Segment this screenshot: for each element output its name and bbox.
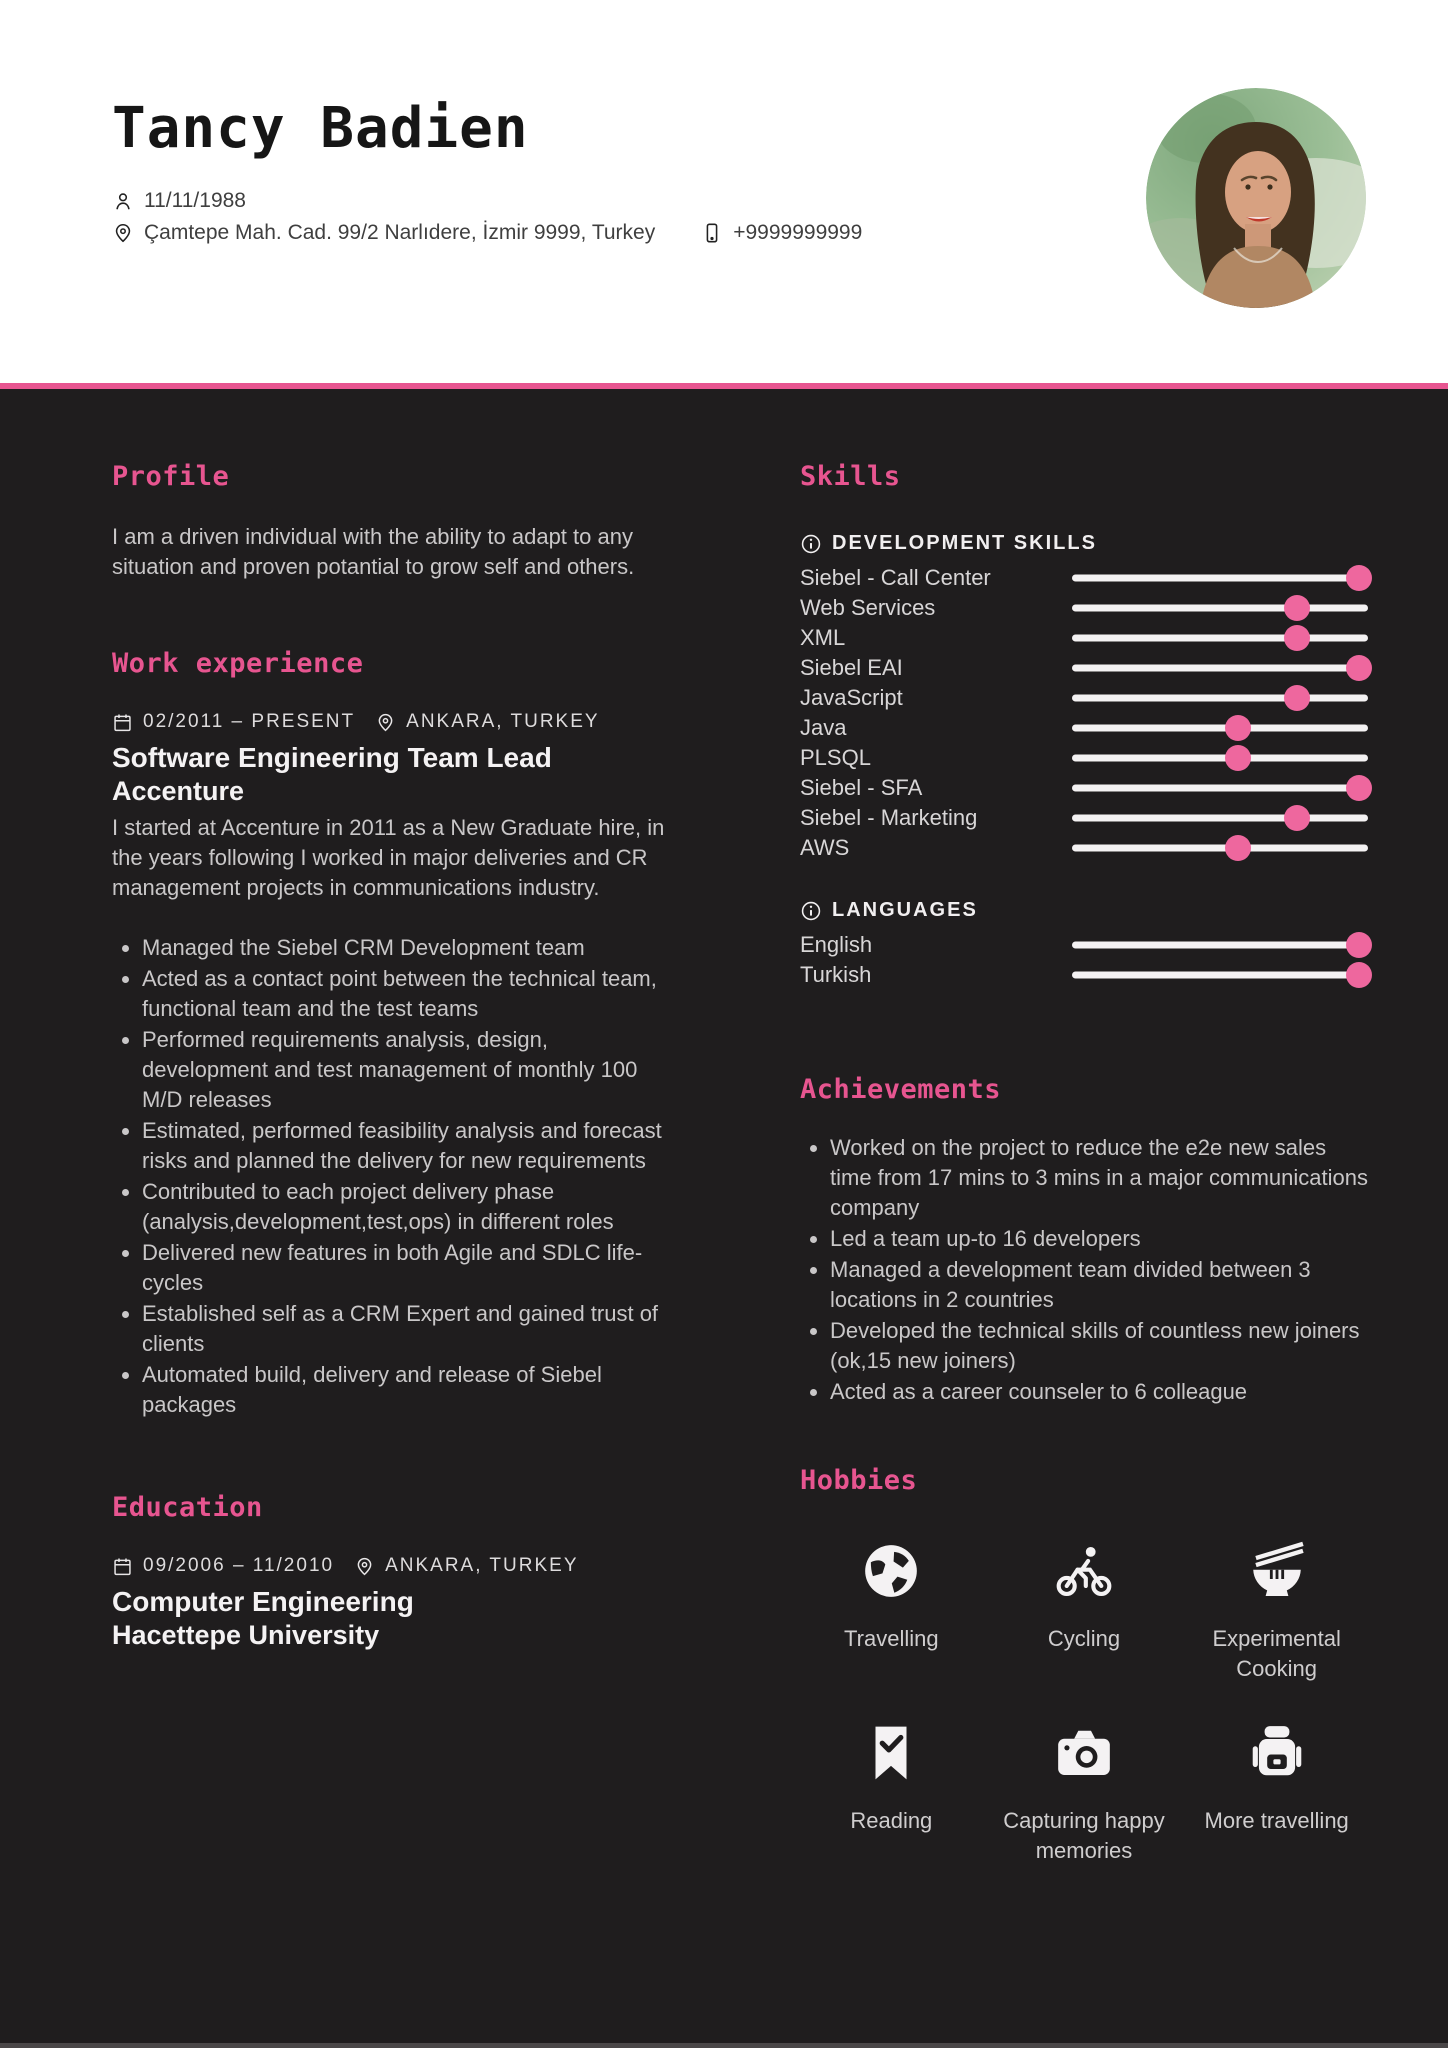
school-name: Hacettepe University (112, 1620, 380, 1650)
skill-level-dot (1346, 775, 1372, 801)
skill-name: AWS (800, 835, 850, 860)
skill-level-dot (1284, 595, 1310, 621)
achievements-section (800, 1074, 1368, 1407)
work-bullet-item: • Acted as a contact point between the technical team, functional team and the test teams (142, 964, 672, 1024)
skill-slider (1072, 835, 1368, 861)
languages-group (800, 899, 1368, 990)
skill-track (1072, 972, 1368, 979)
hobby-item (993, 1540, 1176, 1684)
info-icon (800, 900, 822, 922)
skill-track (1072, 815, 1368, 822)
skill-slider (1072, 715, 1368, 741)
person-name: Tancy Badien (112, 96, 529, 161)
skill-level-dot (1346, 932, 1372, 958)
profile-title: Profile (112, 461, 230, 492)
skill-level-dot (1284, 685, 1310, 711)
globe-icon (860, 1540, 922, 1602)
language-name: English (800, 932, 873, 957)
degree-name: Computer Engineering (112, 1586, 414, 1617)
hobby-label: Cycling (1047, 1626, 1121, 1651)
achievements-bullets (800, 1133, 1368, 1407)
noodle-bowl-icon (1246, 1540, 1308, 1602)
achievement-bullet-item: • Worked on the project to reduce the e2e new sales time from 17 mins to 3 mins in a major communications company (830, 1133, 1368, 1223)
skills-section (800, 461, 1368, 990)
cyclist-icon (1053, 1540, 1115, 1602)
hobby-grid (800, 1540, 1368, 1866)
address-value: Çamtepe Mah. Cad. 99/2 Narlıdere, İzmir 9999, Turkey (144, 221, 656, 244)
hobby-item (800, 1722, 983, 1866)
skill-track (1072, 695, 1368, 702)
skill-name: Java (800, 715, 847, 740)
skill-slider (1072, 655, 1368, 681)
skill-name: Siebel - Call Center (800, 565, 991, 590)
skill-slider (1072, 685, 1368, 711)
education-title: Education (112, 1492, 263, 1523)
hobby-item (1185, 1722, 1368, 1866)
phone-value: +9999999999 (733, 221, 863, 244)
work-bullet-item: • Delivered new features in both Agile and SDLC life-cycles (142, 1238, 672, 1298)
skill-name: JavaScript (800, 685, 903, 710)
development-skills-heading (800, 532, 1368, 555)
hobby-item (800, 1540, 983, 1684)
language-slider (1072, 962, 1368, 988)
skill-level-dot (1346, 565, 1372, 591)
skill-track (1072, 942, 1368, 949)
skill-row (800, 563, 1368, 593)
skill-level-dot (1225, 745, 1251, 771)
profile-photo-illustration (1146, 88, 1366, 308)
languages-label: LANGUAGES (832, 899, 978, 921)
bookmark-check-icon (860, 1722, 922, 1784)
skills-title: Skills (800, 461, 901, 492)
right-column (800, 461, 1368, 2048)
achievement-bullet-item: • Acted as a career counseler to 6 colleague (830, 1377, 1368, 1407)
skill-name: Web Services (800, 595, 936, 620)
skill-level-dot (1284, 805, 1310, 831)
work-bullet-item: • Contributed to each project delivery phase (analysis,development,test,ops) in different roles (142, 1177, 672, 1237)
company-name: Accenture (112, 776, 245, 806)
skill-slider (1072, 775, 1368, 801)
camera-icon (1053, 1722, 1115, 1784)
skill-level-dot (1225, 835, 1251, 861)
backpack-icon (1246, 1722, 1308, 1784)
hobby-label: Reading (850, 1808, 933, 1833)
skill-row (800, 683, 1368, 713)
location-pin-icon (375, 712, 396, 733)
hobby-label: Capturing happy memories (1003, 1808, 1165, 1863)
skill-name: Siebel - Marketing (800, 805, 978, 830)
birthdate-value: 11/11/1988 (144, 189, 246, 212)
left-column (112, 461, 672, 2048)
skill-slider (1072, 625, 1368, 651)
development-skills-group (800, 532, 1368, 863)
education-dates: 09/2006 – 11/2010 (143, 1555, 335, 1576)
language-slider (1072, 932, 1368, 958)
skill-row (800, 833, 1368, 863)
achievements-title: Achievements (800, 1074, 1002, 1105)
skill-slider (1072, 805, 1368, 831)
work-bullet-item: • Estimated, performed feasibility analysis and forecast risks and planned the delivery for new requirements (142, 1116, 672, 1176)
person-icon (112, 190, 134, 212)
work-bullet-item: • Established self as a CRM Expert and gained trust of clients (142, 1299, 672, 1359)
bottom-edge (0, 2043, 1448, 2048)
work-bullet-item: • Automated build, delivery and release of Siebel packages (142, 1360, 672, 1420)
skill-track (1072, 725, 1368, 732)
education-location: ANKARA, TURKEY (385, 1555, 579, 1576)
language-row (800, 960, 1368, 990)
phone-icon (701, 222, 723, 244)
language-row (800, 930, 1368, 960)
skill-track (1072, 665, 1368, 672)
info-icon (800, 533, 822, 555)
work-location: ANKARA, TURKEY (406, 711, 600, 732)
languages-list (800, 930, 1368, 990)
resume-header (0, 0, 1448, 383)
skill-track (1072, 605, 1368, 612)
calendar-icon (112, 712, 133, 733)
work-meta-row (112, 711, 672, 733)
education-meta-row (112, 1555, 672, 1577)
skill-row (800, 773, 1368, 803)
achievement-bullet-item: • Developed the technical skills of countless new joiners (ok,15 new joiners) (830, 1316, 1368, 1376)
work-bullet-item: • Managed the Siebel CRM Development team (142, 933, 672, 963)
skill-row (800, 743, 1368, 773)
achievement-bullet-item: • Led a team up-to 16 developers (830, 1224, 1368, 1254)
profile-text: I am a driven individual with the ability to adapt to any situation and proven potantial to grow self and others. (112, 524, 635, 579)
skill-name: Siebel - SFA (800, 775, 923, 800)
skill-level-dot (1346, 962, 1372, 988)
languages-heading (800, 899, 1368, 922)
calendar-icon (112, 1556, 133, 1577)
skill-track (1072, 575, 1368, 582)
skill-slider (1072, 565, 1368, 591)
skill-track (1072, 755, 1368, 762)
skill-track (1072, 845, 1368, 852)
achievement-bullet-item: • Managed a development team divided between 3 locations in 2 countries (830, 1255, 1368, 1315)
skill-name: Siebel EAI (800, 655, 903, 680)
location-pin-icon (354, 1556, 375, 1577)
work-dates: 02/2011 – PRESENT (143, 711, 356, 732)
skill-slider (1072, 745, 1368, 771)
language-name: Turkish (800, 962, 872, 987)
skill-track (1072, 785, 1368, 792)
skill-row (800, 803, 1368, 833)
development-skills-label: DEVELOPMENT SKILLS (832, 532, 1097, 554)
skill-level-dot (1346, 655, 1372, 681)
hobby-item (993, 1722, 1176, 1866)
skill-name: XML (800, 625, 846, 650)
work-title: Work experience (112, 648, 364, 679)
skill-row (800, 593, 1368, 623)
development-skills-list (800, 563, 1368, 863)
hobby-item (1185, 1540, 1368, 1684)
resume-body (0, 389, 1448, 2048)
work-bullets (112, 933, 672, 1420)
hobby-label: Travelling (844, 1626, 939, 1651)
skill-row (800, 623, 1368, 653)
hobby-label: More travelling (1204, 1808, 1349, 1833)
skill-level-dot (1225, 715, 1251, 741)
location-pin-icon (112, 222, 134, 244)
hobbies-title: Hobbies (800, 1465, 918, 1496)
hobby-label: Experimental Cooking (1212, 1626, 1341, 1681)
education-section (112, 1492, 672, 1651)
job-title: Software Engineering Team Lead (112, 742, 552, 773)
skill-level-dot (1284, 625, 1310, 651)
work-experience-section (112, 648, 672, 1420)
profile-photo (1146, 88, 1366, 308)
skill-track (1072, 635, 1368, 642)
work-bullet-item: • Performed requirements analysis, design, development and test management of monthly 100 M/D releases (142, 1025, 672, 1115)
skill-row (800, 713, 1368, 743)
skill-slider (1072, 595, 1368, 621)
hobbies-section (800, 1465, 1368, 1866)
profile-section (112, 461, 672, 582)
skill-row (800, 653, 1368, 683)
job-summary: I started at Accenture in 2011 as a New Graduate hire, in the years following I worked in major deliveries and CR management projects in communications industry. (112, 815, 665, 900)
skill-name: PLSQL (800, 745, 871, 770)
